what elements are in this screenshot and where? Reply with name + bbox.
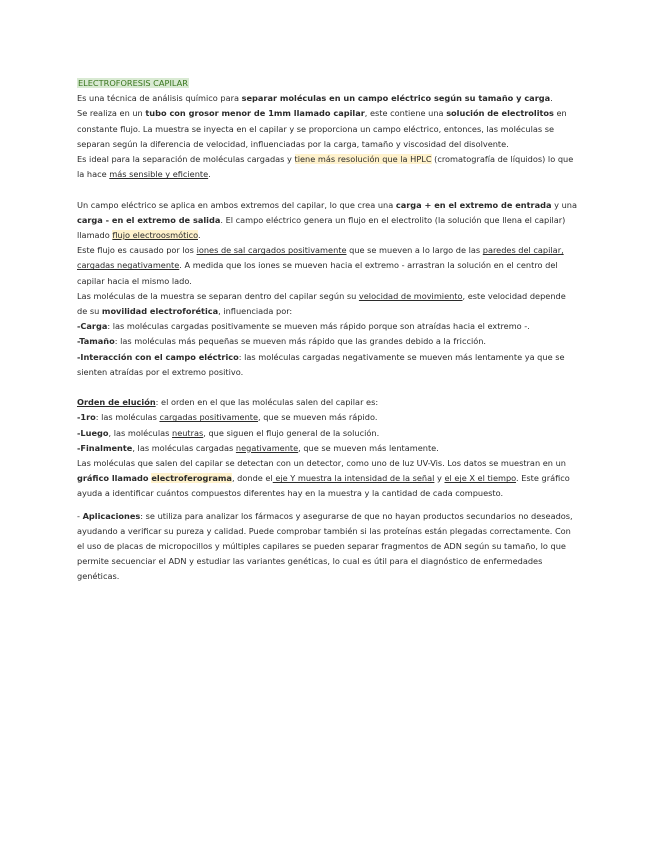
bold-text: Aplicaciones — [82, 510, 141, 521]
text: y — [434, 473, 445, 484]
bold-text: gráfico llamado — [77, 473, 152, 484]
elution-order-heading — [77, 395, 577, 410]
underlined-text: velocidad de movimiento — [358, 290, 463, 301]
flow-paragraph — [77, 243, 577, 289]
elution-first — [77, 410, 577, 425]
resolution-paragraph — [77, 152, 577, 182]
bold-text: solución de electrolitos — [446, 108, 554, 119]
text: . El campo eléctrico genera un flujo en el electrolito (la solución que llena el capilar) llamado — [77, 214, 566, 241]
underlined-text: iones de sal cargados positivamente — [196, 245, 347, 256]
text: : las moléculas más pequeñas se mueven más rápido que las grandes debido a la fricción. — [114, 336, 487, 347]
text: Es una técnica de análisis químico para — [77, 93, 242, 104]
text: : las moléculas cargadas positivamente se mueven más rápido porque son atraídas hacia el extremo -. — [107, 321, 530, 332]
text: Las moléculas que salen del capilar se detectan con un detector, como uno de luz UV-Vis. Los datos se muestran en un — [77, 458, 566, 469]
highlighted-text: flujo electroosmótico — [112, 230, 198, 241]
intro-paragraph — [77, 91, 577, 106]
text: Se realiza en un — [77, 108, 146, 119]
highlighted-text: electroferograma — [151, 473, 232, 484]
bold-text: separar moléculas en un campo eléctrico según su tamaño y carga — [241, 93, 551, 104]
spacer — [77, 380, 577, 395]
underlined-text: paredes del capilar, cargadas negativamente — [77, 245, 564, 271]
text: . A medida que los iones se mueven hacia el extremo - arrastran la solución en el centro del capilar hacia el mismo lado. — [77, 260, 558, 286]
underlined-text: cargadas positivamente — [159, 412, 259, 423]
separation-paragraph — [77, 289, 577, 319]
text: , este contiene una — [364, 108, 447, 119]
text: , que siguen el flujo general de la solución. — [203, 427, 380, 438]
document-body — [77, 76, 577, 585]
text: Un campo eléctrico se aplica en ambos extremos del capilar, lo que crea una — [77, 199, 396, 210]
document-title: ELECTROFORESIS CAPILAR — [78, 78, 188, 88]
text: . — [550, 93, 553, 104]
text: Las moléculas de la muestra se separan dentro del capilar según su — [77, 290, 359, 301]
electric-field-paragraph — [77, 198, 577, 244]
text: , que se mueven más rápido. — [258, 412, 378, 423]
text: - — [77, 510, 83, 521]
spacer — [77, 182, 577, 197]
bold-text: -Interacción con el campo eléctrico — [77, 351, 239, 362]
text: : el orden en el que las moléculas salen del capilar es: — [155, 397, 379, 408]
applications-paragraph — [77, 509, 577, 585]
bold-text: -1ro — [77, 412, 96, 423]
text: : las moléculas cargadas negativamente se mueven más lentamente ya que se sienten atraídas por el extremo positivo. — [77, 351, 565, 377]
text: : las moléculas — [95, 412, 160, 423]
bold-text: -Luego — [77, 427, 109, 438]
text: . Este gráfico ayuda a identificar cuántos compuestos diferentes hay en la muestra y la cantidad de cada compuesto. — [77, 473, 570, 499]
text: (cromatografía de líquidos) lo que la hace — [77, 154, 574, 180]
document-title-line — [77, 76, 577, 91]
text: . — [197, 230, 201, 241]
text: Este flujo es causado por los — [77, 245, 197, 256]
text: , donde el — [231, 473, 273, 484]
bold-text: -Carga — [77, 321, 108, 332]
text: que se mueven a lo largo de las — [346, 245, 483, 256]
bold-text: tubo con grosor menor de 1mm llamado capilar — [145, 108, 365, 119]
bold-text: carga - en el extremo de salida — [77, 214, 221, 225]
text: : se utiliza para analizar los fármacos y asegurarse de que no hayan productos secundarios no deseados, ayudando a verificar su pureza y calidad. Puede comprobar también si las proteínas están plegadas correctamente. Con el uso de placas de micropocillos y múltiples capilares se pueden separar fragmentos de ADN según su tamaño, lo que permite secuenciar el ADN y estudiar las variantes genéticas, lo cual es útil para el diagnóstico de enfermedades genéticas. — [77, 510, 573, 582]
underlined-text: más sensible y eficiente — [109, 169, 209, 180]
bold-text: movilidad electroforética — [101, 306, 219, 317]
text: , influenciada por: — [218, 306, 293, 317]
text: . — [208, 169, 211, 180]
factor-size — [77, 334, 577, 349]
spacer — [77, 502, 577, 509]
bold-text: carga + en el extremo de entrada — [395, 199, 552, 210]
text: , que se mueven más lentamente. — [298, 442, 439, 453]
elution-then — [77, 426, 577, 441]
highlighted-text: tiene más resolución que la HPLC — [294, 154, 432, 165]
capillary-paragraph — [77, 106, 577, 152]
bold-text: -Tamaño — [77, 336, 115, 347]
text: y una — [551, 199, 577, 210]
text: en constante flujo. La muestra se inyecta en el capilar y se proporciona un campo eléctrico, entonces, las moléculas se separan según la diferencia de velocidad, influenciadas por la carga, tamaño y viscosidad del disolvente. — [77, 108, 567, 149]
text: , las moléculas cargadas — [132, 442, 236, 453]
factor-interaction — [77, 350, 577, 380]
bold-text: -Finalmente — [77, 442, 133, 453]
detection-paragraph — [77, 456, 577, 502]
text: , este velocidad depende de su — [77, 290, 566, 317]
underlined-text: eje Y muestra la intensidad de la señal — [272, 473, 435, 484]
elution-finally — [77, 441, 577, 456]
underlined-text: negativamente — [235, 442, 299, 453]
text: , las moléculas — [108, 427, 172, 438]
factor-charge — [77, 319, 577, 334]
text: Es ideal para la separación de moléculas cargadas y — [77, 154, 295, 165]
underlined-text: neutras — [172, 427, 204, 438]
underlined-text: el eje X el tiempo — [444, 473, 517, 484]
bold-text: Orden de elución — [77, 397, 156, 408]
